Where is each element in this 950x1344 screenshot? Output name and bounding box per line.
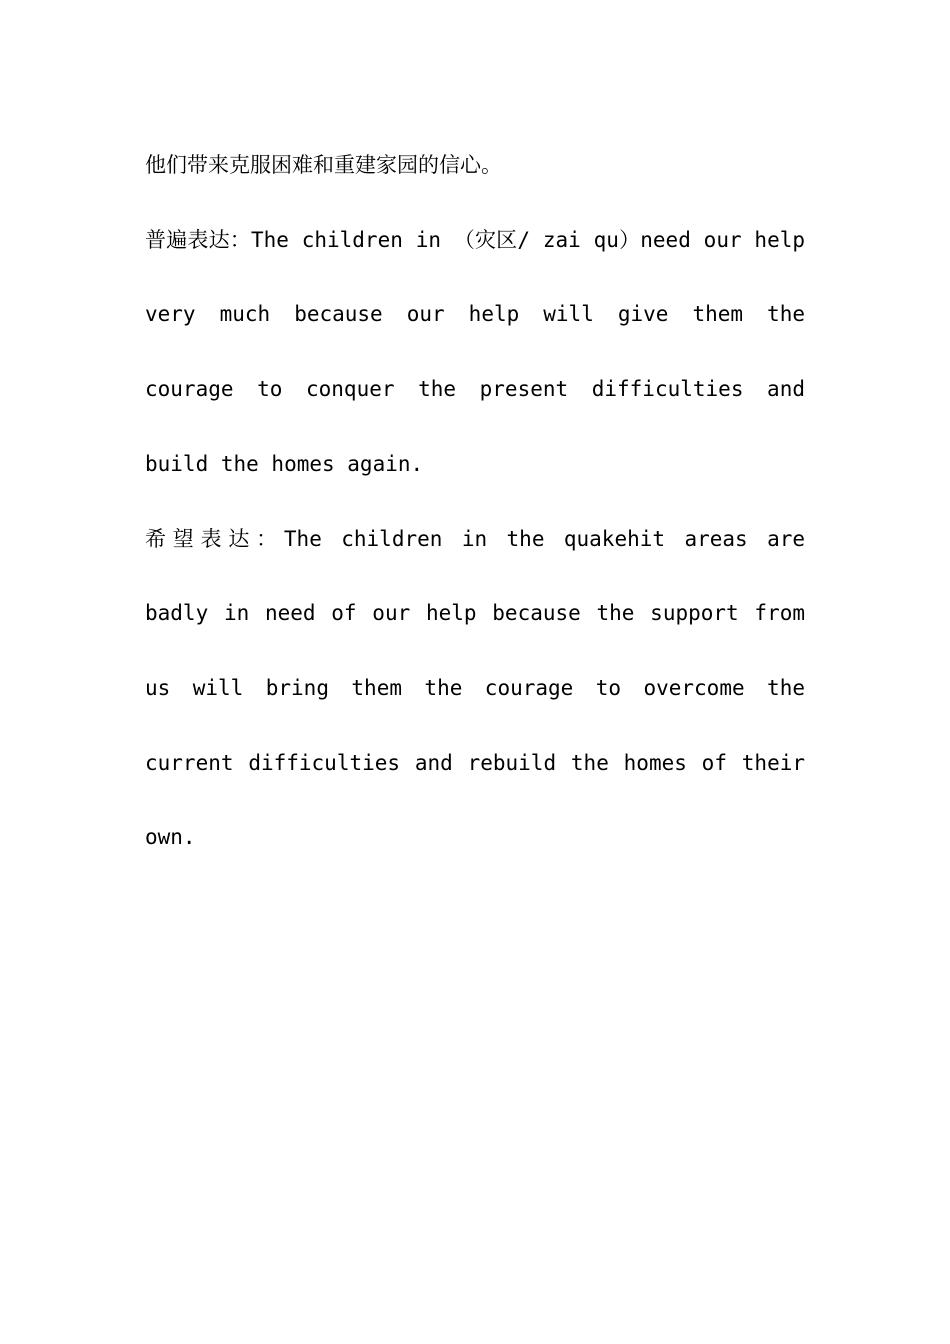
paragraph-desired-expression	[145, 502, 805, 876]
paragraph-label: 希望表达：	[145, 526, 284, 551]
paragraph-text: The children in （灾区/ zai qu）need our help very much because our help will give them the courage to conquer the present difficulties and build the homes again.	[145, 227, 806, 476]
document-body	[145, 128, 805, 875]
paragraph-intro-continuation	[145, 128, 805, 203]
paragraph-common-expression	[145, 203, 805, 502]
paragraph-text: The children in the quakehit areas are badly in need of our help because the support from us will bring them the courage to overcome the current difficulties and rebuild the homes of their own.	[145, 526, 806, 850]
paragraph-text: 他们带来克服困难和重建家园的信心。	[145, 153, 502, 177]
paragraph-label: 普遍表达：	[145, 227, 251, 252]
